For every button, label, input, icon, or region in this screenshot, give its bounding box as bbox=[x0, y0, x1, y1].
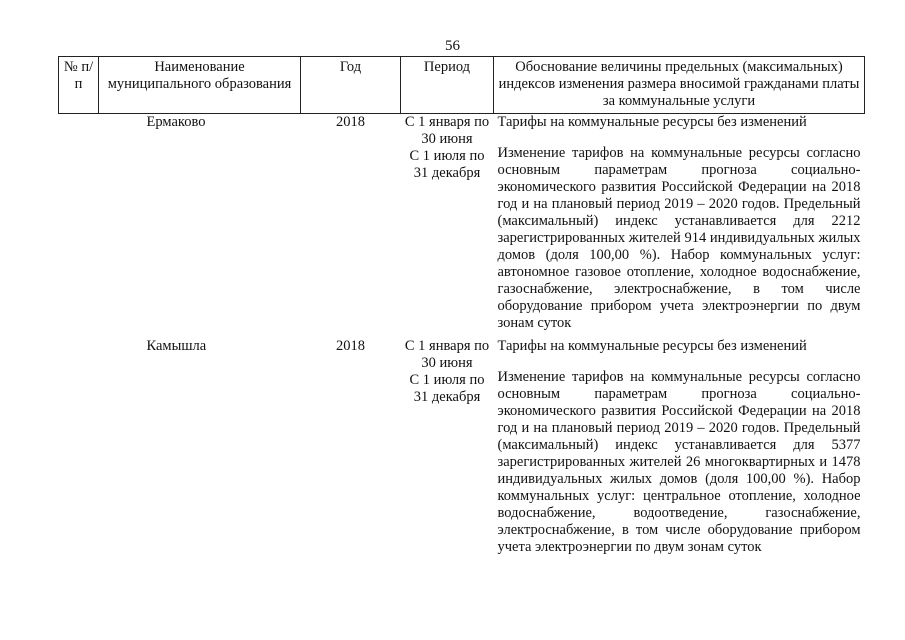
justification-first-half: Тарифы на коммунальные ресурсы без изменений bbox=[497, 338, 807, 354]
period-second-half: С 1 июля по 31 декабря bbox=[409, 148, 485, 181]
period-second-half: С 1 июля по 31 декабря bbox=[409, 372, 485, 405]
table-row bbox=[59, 338, 865, 556]
justification-first-half: Тарифы на коммунальные ресурсы без изменений bbox=[497, 114, 807, 130]
municipality-name: Камышла bbox=[146, 338, 207, 354]
municipality-name: Ермаково bbox=[146, 114, 206, 130]
justification-cell bbox=[494, 338, 865, 556]
header-num: № п/п bbox=[59, 57, 99, 114]
header-year: Год bbox=[301, 57, 401, 114]
justification-cell bbox=[494, 114, 865, 333]
page-number: 56 bbox=[445, 38, 460, 54]
header-municipality: Наименование муниципального образования bbox=[99, 57, 301, 114]
table-header-row bbox=[59, 57, 865, 114]
period-first-half: С 1 января по 30 июня bbox=[404, 338, 490, 371]
row-num bbox=[59, 338, 99, 556]
table-row bbox=[59, 114, 865, 333]
period-cell bbox=[401, 114, 494, 333]
row-num bbox=[59, 114, 99, 333]
tariff-table bbox=[58, 56, 865, 556]
header-justification: Обоснование величины предельных (максимальных) индексов изменения размера вносимой гражданами платы за коммунальные услуги bbox=[494, 57, 865, 114]
year-value: 2018 bbox=[336, 338, 365, 354]
year-value: 2018 bbox=[336, 114, 365, 130]
justification-second-half: Изменение тарифов на коммунальные ресурсы согласно основным параметрам прогноза социально-экономического развития Российской Федерации на 2018 год и на плановый период 2019 – 2020 годов. Предельный (максимальный) индекс устанавливается для 5377 зарегистрированных жителей 26 многоквартирных и 1478 индивидуальных жилых домов (доля 100,00 %). Набор коммунальных услуг: центральное отопление, холодное водоснабжение, водоотведение, газоснабжение, электроснабжение, в том числе оборудование прибором учета электроэнергии по двум зонам суток bbox=[497, 369, 861, 555]
justification-second-half: Изменение тарифов на коммунальные ресурсы согласно основным параметрам прогноза социально-экономического развития Российской Федерации на 2018 год и на плановый период 2019 – 2020 годов. Предельный (максимальный) индекс устанавливается для 2212 зарегистрированных жителей 914 индивидуальных жилых домов (доля 100,00 %). Набор коммунальных услуг: автономное газовое отопление, холодное водоснабжение, газоснабжение, электроснабжение, в том числе оборудование прибором учета электроэнергии по двум зонам суток bbox=[497, 145, 861, 331]
period-cell bbox=[401, 338, 494, 556]
period-first-half: С 1 января по 30 июня bbox=[404, 114, 490, 147]
header-period: Период bbox=[401, 57, 494, 114]
